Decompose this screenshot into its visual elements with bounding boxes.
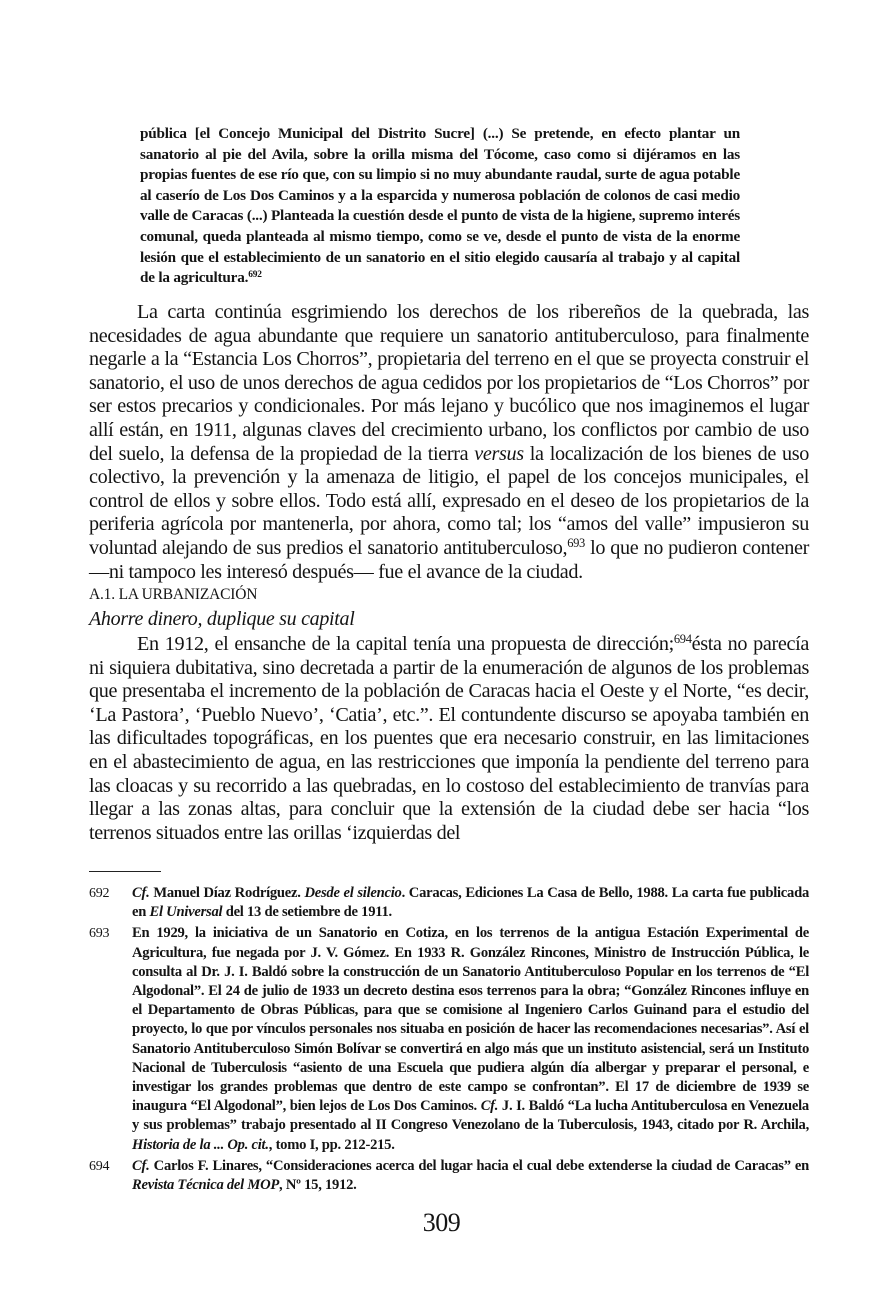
footnote-text-part: Carlos F. Linares, “Consideraciones acerca del lugar hacia el cual debe extenderse la ciudad de Caracas” en bbox=[149, 1157, 809, 1174]
footnote-text-part: , tomo I, pp. 212-215. bbox=[268, 1136, 395, 1153]
section-subheading: Ahorre dinero, duplique su capital bbox=[89, 608, 355, 630]
cf-abbrev: Cf. bbox=[480, 1098, 499, 1115]
emphasis-versus: versus bbox=[474, 442, 524, 465]
quote-text: pública [el Concejo Municipal del Distrito Sucre] (...) Se pretende, en efecto plantar un sanatorio al pie del Avila, sobre la orilla misma del Tócome, caso como si dijéramos en las propias fuentes de ese río que, con su limpio si no muy abundante raudal, surte de agua potable al caserío de Los Dos Caminos y a la esparcida y numerosa población de colonos de casi medio valle de Caracas (...) Planteada la cuestión desde el punto de vista de la higiene, supremo interés comunal, queda planteada al mismo tiempo, como se ve, desde el punto de vista de la enorme lesión que el establecimiento de un sanatorio en el sitio elegido causaría al trabajo y al capital de la agricultura. bbox=[140, 125, 740, 287]
footnotes bbox=[89, 884, 809, 1197]
footnote-text-part: . Caracas, Ediciones La Casa de Bello, 1988. La carta fue publicada en bbox=[132, 885, 809, 921]
paragraph-text: ésta no parecía ni siquiera dubitativa, sino decretada a partir de la enumeración de algunos de los problemas que presentaba el incremento de la población de Caracas hacia el Oeste y el Norte, “es decir, ‘La Pastora’, ‘Pueblo Nuevo’, ‘Catia’, etc.”. El contundente discurso se apoyaba también en las dificultades topográficas, en los puentes que era necesario construir, en las limitaciones en el abastecimiento de agua, en las restricciones que imponía la pendiente del terreno para las cloacas y su recorrido a las quebradas, en lo costoso del establecimiento de tranvías para llegar a las zonas altas, para concluir que la extensión de la ciudad debe ser hacia “los terrenos situados entre las orillas ‘izquierdas del bbox=[89, 633, 809, 844]
footnote-ref-694[interactable]: 694 bbox=[673, 632, 692, 647]
footnote-text-part: , Nº 15, 1912. bbox=[279, 1177, 357, 1194]
footnote-number: 694 bbox=[89, 1158, 110, 1174]
journal-title: Revista Técnica del MOP bbox=[132, 1177, 280, 1194]
footnote-text-part: Manuel Díaz Rodríguez. bbox=[149, 885, 305, 901]
footnote-ref-693[interactable]: 693 bbox=[567, 536, 585, 551]
footnote-text-part: del 13 de setiembre de 1911. bbox=[222, 904, 392, 921]
book-title: Historia de la ... Op. cit. bbox=[132, 1136, 269, 1153]
footnote-text bbox=[132, 1157, 809, 1195]
book-title: Desde el silencio bbox=[304, 885, 402, 901]
section-heading: A.1. LA URBANIZACIÓN bbox=[89, 586, 258, 603]
paragraph-text: La carta continúa esgrimiendo los derechos de los ribereños de la quebrada, las necesidades de agua abundante que requiere un sanatorio antituberculoso, para finalmente negarle a la “Estancia Los Chorros”, propietaria del terreno en el que se proyecta construir el sanatorio, el uso de unos derechos de agua cedidos por los propietarios de “Los Chorros” por ser estos precarios y condicionales. Por más lejano y bucólico que nos imaginemos el lugar allí están, en 1911, algunas claves del crecimiento urbano, los conflictos por cambio de uso del suelo, la defensa de la propiedad de la tierra bbox=[89, 301, 809, 465]
footnote-ref-692[interactable]: 692 bbox=[248, 269, 262, 280]
footnote-text bbox=[132, 924, 809, 1154]
footnote-number: 692 bbox=[89, 886, 110, 901]
cf-abbrev: Cf. bbox=[132, 1157, 150, 1174]
newspaper-title: El Universal bbox=[149, 904, 223, 921]
paragraph-text: En 1912, el ensanche de la capital tenía una propuesta de dirección; bbox=[137, 633, 674, 655]
paragraph-text: la localización de los bienes de uso colectivo, la prevención y la amenaza de litigio, el papel de los concejos municipales, el control de ellos y sobre ellos. Todo está allí, expresado en el deseo de los propietarios de la periferia agrícola por mantenerla, por ahora, como tal; los “amos del valle” impusieron su voluntad alejando de sus predios el sanatorio antituberculoso, bbox=[89, 442, 809, 559]
footnote-text-part: J. I. Baldó “La lucha Antituberculosa en Venezuela y sus problemas” trabajo presentado al II Congreso Venezolano de la Tuberculosis, 1943, citado por R. Archila, bbox=[132, 1098, 809, 1134]
block-quote bbox=[140, 124, 740, 289]
footnote-693 bbox=[89, 924, 809, 1154]
paragraph-text: lo que no pudieron contener —ni tampoco les interesó después— fue el avance de la ciudad. bbox=[89, 536, 809, 583]
footnote-text bbox=[132, 884, 809, 922]
body-paragraph-2 bbox=[89, 633, 809, 845]
footnote-694 bbox=[89, 1157, 809, 1195]
footnote-text-part: En 1929, la iniciativa de un Sanatorio en Cotiza, en los terrenos de la antigua Estación Experimental de Agricultura, fue negada por J. V. Gómez. En 1933 R. González Rincones, Ministro de Instrucción Pública, le consulta al Dr. J. I. Baldó sobre la construcción de un Sanatorio Antituberculoso Popular en los terrenos de “El Algodonal”. El 24 de julio de 1933 un decreto destina esos terrenos para la obra; “González Rincones influye en el Departamento de Obras Públicas, para que se comisione al Ingeniero Carlos Guinand para el estudio del proyecto, lo que por vínculos personales nos situaba en posición de hacer las recomendaciones necesarias”. Así el Sanatorio Antituberculoso Simón Bolívar se convertirá en algo más que un instituto asistencial, será un Instituto Nacional de Tuberculosis “asiento de una Escuela que pudiera algún día albergar y preparar el personal, e investigar los grandes problemas que dentro de este campo se confrontan”. El 17 de diciembre de 1939 se inaugura “El Algodonal”, bien lejos de Los Dos Caminos. bbox=[132, 925, 809, 1115]
body-paragraph-1 bbox=[89, 301, 809, 584]
page-number: 309 bbox=[422, 1208, 461, 1237]
cf-abbrev: Cf. bbox=[132, 885, 150, 901]
footnote-separator bbox=[89, 871, 161, 872]
footnote-692 bbox=[89, 884, 809, 922]
footnote-number: 693 bbox=[89, 926, 110, 942]
